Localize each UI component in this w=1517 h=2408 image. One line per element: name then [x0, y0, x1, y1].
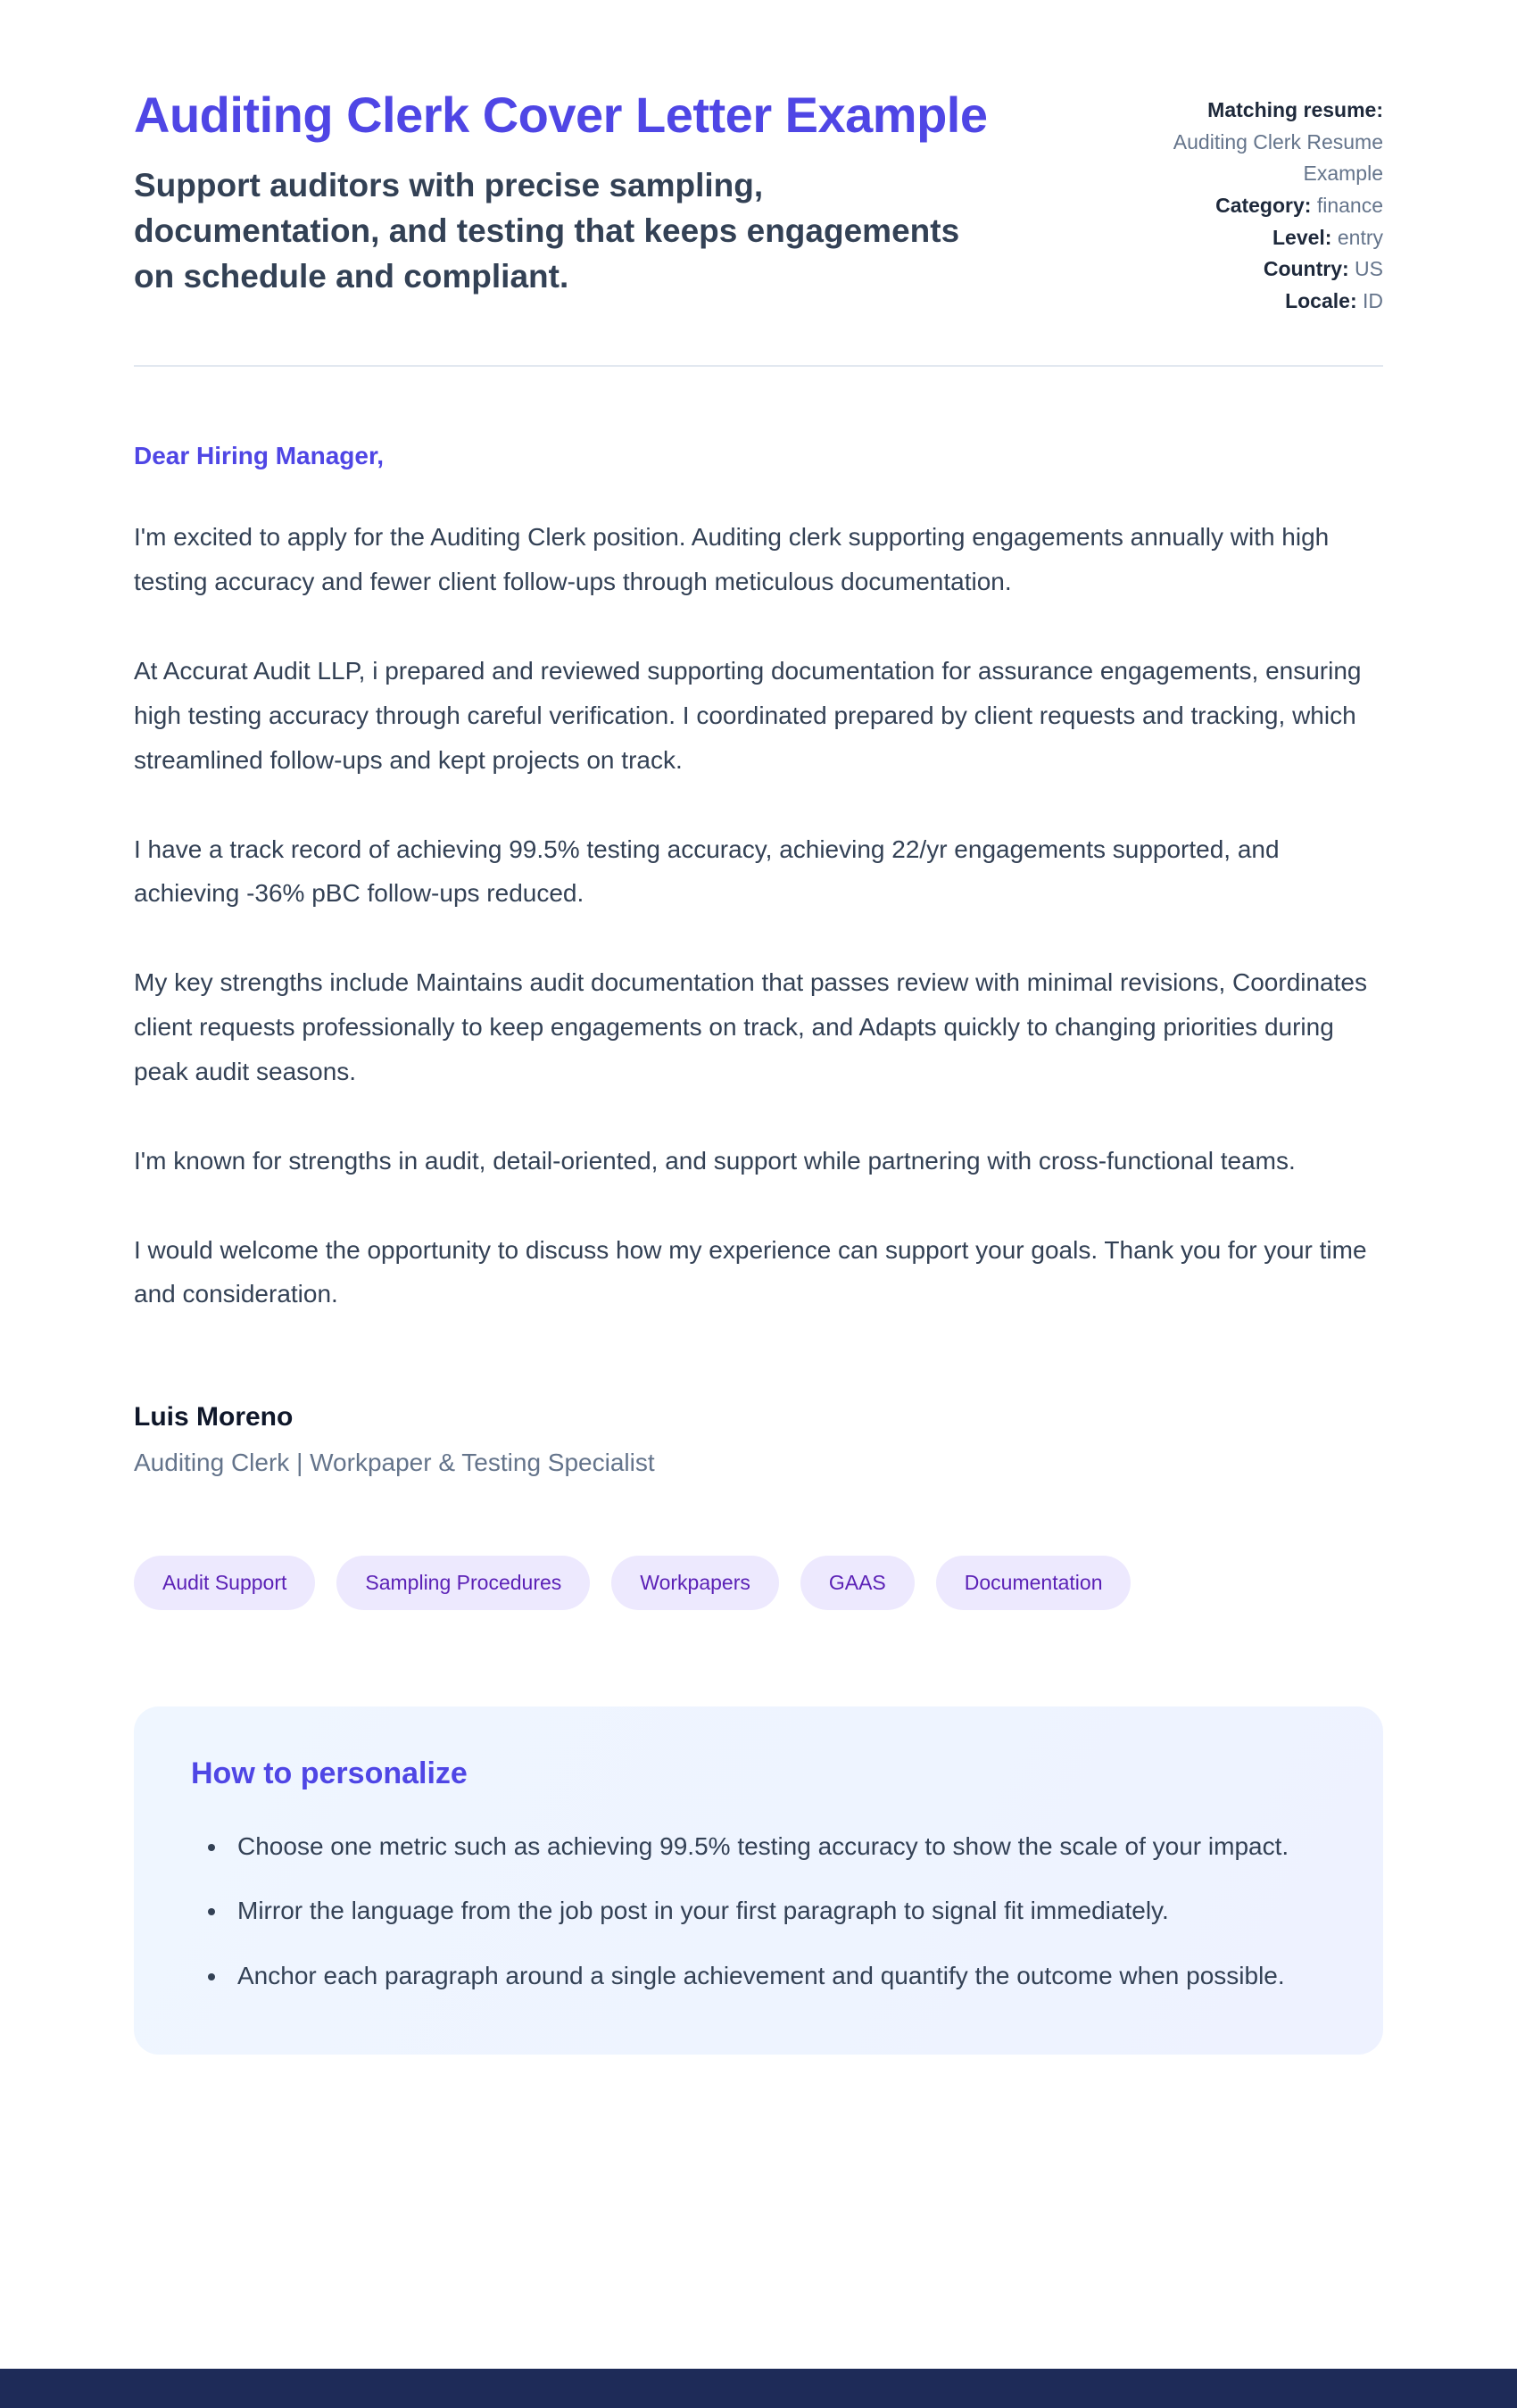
meta-item-category	[1107, 190, 1383, 222]
page-header	[134, 86, 1383, 317]
header-text-block	[134, 86, 1008, 299]
meta-value: ID	[1363, 288, 1383, 312]
tip-item: • Mirror the language from the job post in your first paragraph to signal fit immediately.	[228, 1889, 1326, 1932]
meta-item-level	[1107, 222, 1383, 254]
tag-gaas[interactable]: GAAS	[800, 1556, 915, 1610]
page-subtitle: Support auditors with precise sampling, documentation, and testing that keeps engagements on schedule and compliant.	[134, 167, 960, 295]
meta-label: Matching resume:	[1207, 98, 1383, 121]
meta-panel	[1107, 86, 1383, 317]
letter-paragraph: At Accurat Audit LLP, i prepared and reviewed supporting documentation for assurance engagements, ensuring high testing accuracy through careful verification. I coordinated prepared by client requests and tracking, which streamlined follow-ups and kept projects on track.	[134, 657, 1362, 774]
content-column	[134, 0, 1383, 2369]
tag-audit-support[interactable]: Audit Support	[134, 1556, 315, 1610]
tag-documentation[interactable]: Documentation	[936, 1556, 1132, 1610]
meta-label: Level:	[1272, 225, 1332, 249]
salutation: Dear Hiring Manager,	[134, 442, 385, 470]
meta-label: Category:	[1215, 193, 1312, 217]
tag-list	[134, 1556, 1383, 1610]
signature-role: Auditing Clerk | Workpaper & Testing Specialist	[134, 1449, 655, 1477]
signature-name: Luis Moreno	[134, 1402, 294, 1432]
meta-item-country	[1107, 253, 1383, 286]
meta-item-matching-resume	[1107, 95, 1383, 190]
letter-paragraph: I would welcome the opportunity to discuss how my experience can support your goals. Thank you for your time and consideration.	[134, 1235, 1367, 1308]
divider	[134, 365, 1383, 367]
footer-bar	[0, 2369, 1517, 2408]
meta-item-locale	[1107, 286, 1383, 318]
meta-label: Country:	[1263, 257, 1349, 281]
letter-paragraph: I'm known for strengths in audit, detail-oriented, and support while partnering with cross-functional teams.	[134, 1146, 1296, 1175]
letter-paragraph: My key strengths include Maintains audit documentation that passes review with minimal revisions, Coordinates client requests professionally to keep engagements on track, and Adapts quickly to changing priorities during peak audit seasons.	[134, 968, 1367, 1085]
personalize-heading: How to personalize	[191, 1756, 468, 1791]
tip-item: • Anchor each paragraph around a single achievement and quantify the outcome when possible.	[228, 1955, 1326, 1997]
meta-label: Locale:	[1285, 288, 1357, 312]
tip-item: • Choose one metric such as achieving 99.5% testing accuracy to show the scale of your impact.	[228, 1825, 1326, 1868]
cover-letter-body	[134, 442, 1383, 1477]
letter-paragraph: I have a track record of achieving 99.5% testing accuracy, achieving 22/yr engagements supported, and achieving -36% pBC follow-ups reduced.	[134, 834, 1280, 908]
signature-block	[134, 1402, 1383, 1477]
meta-value: US	[1355, 257, 1383, 281]
meta-value: finance	[1316, 193, 1383, 217]
tag-workpapers[interactable]: Workpapers	[611, 1556, 779, 1610]
tips-list	[191, 1825, 1326, 1997]
personalize-panel	[134, 1706, 1383, 2054]
meta-value: entry	[1337, 225, 1383, 249]
letter-paragraph: I'm excited to apply for the Auditing Clerk position. Auditing clerk supporting engagements annually with high testing accuracy and fewer client follow-ups through meticulous documentation.	[134, 523, 1330, 596]
page-title: Auditing Clerk Cover Letter Example	[134, 87, 988, 143]
meta-value: Auditing Clerk Resume Example	[1173, 129, 1383, 186]
tag-sampling-procedures[interactable]: Sampling Procedures	[336, 1556, 590, 1610]
